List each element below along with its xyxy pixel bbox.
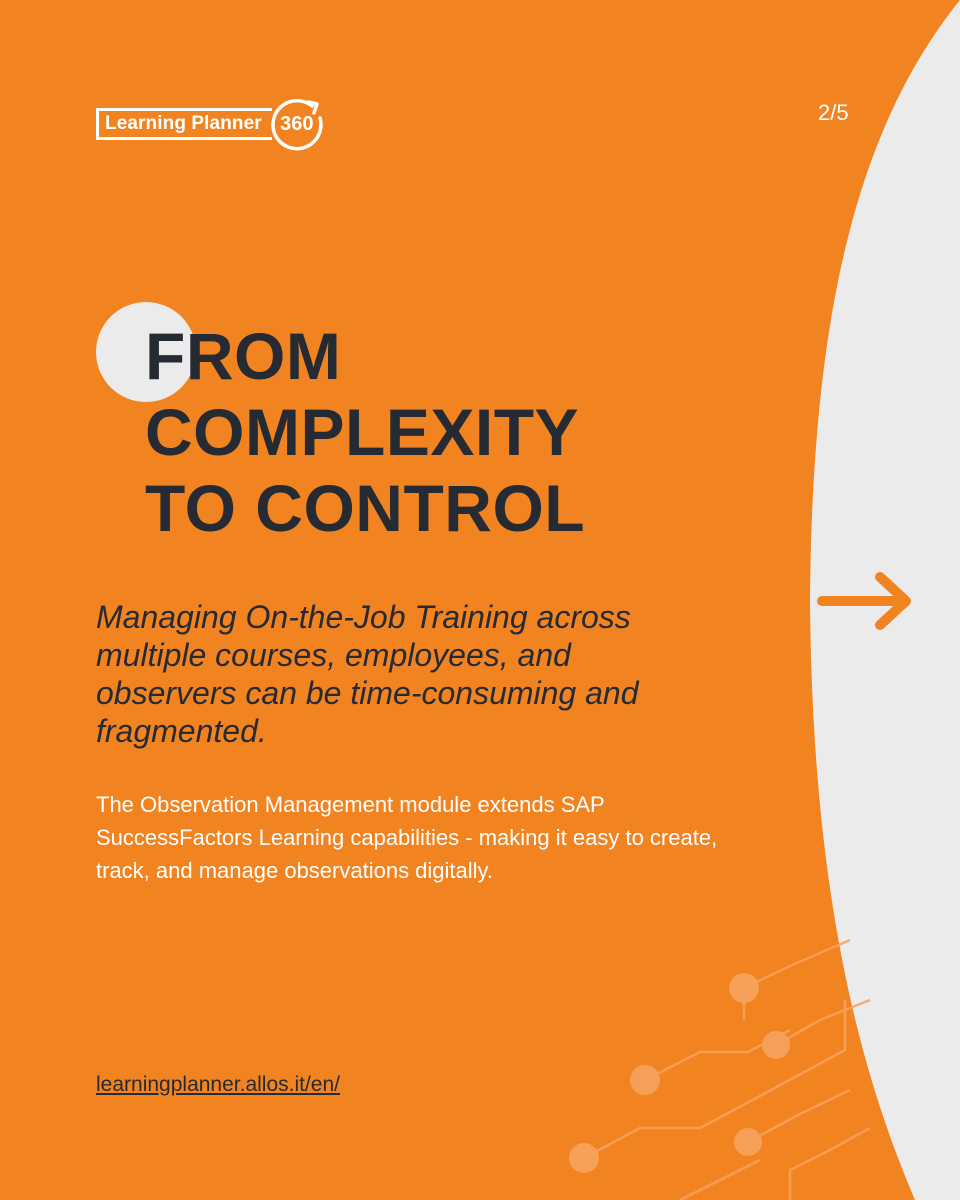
headline-line-3: TO CONTROL [145, 471, 586, 545]
brand-name: Learning Planner [105, 113, 262, 134]
subheadline: Managing On-the-Job Training across multiple courses, employees, and observers can be time-consuming and fragmented. [96, 599, 639, 749]
body-paragraph: The Observation Management module extends SAP SuccessFactors Learning capabilities - making it easy to create, track, and manage observations digitally. [96, 792, 718, 883]
brand-number: 360 [280, 112, 314, 135]
headline-line-2: COMPLEXITY [145, 395, 580, 469]
arrow-right-icon[interactable] [812, 568, 918, 634]
brand-logo [96, 92, 328, 156]
circular-arrow-icon [268, 94, 328, 154]
headline [145, 318, 585, 546]
headline-line-1: FROM [145, 319, 342, 393]
page-counter: 2/5 [818, 100, 849, 125]
website-link[interactable]: learningplanner.allos.it/en/ [96, 1073, 341, 1096]
logo-frame [96, 108, 272, 140]
